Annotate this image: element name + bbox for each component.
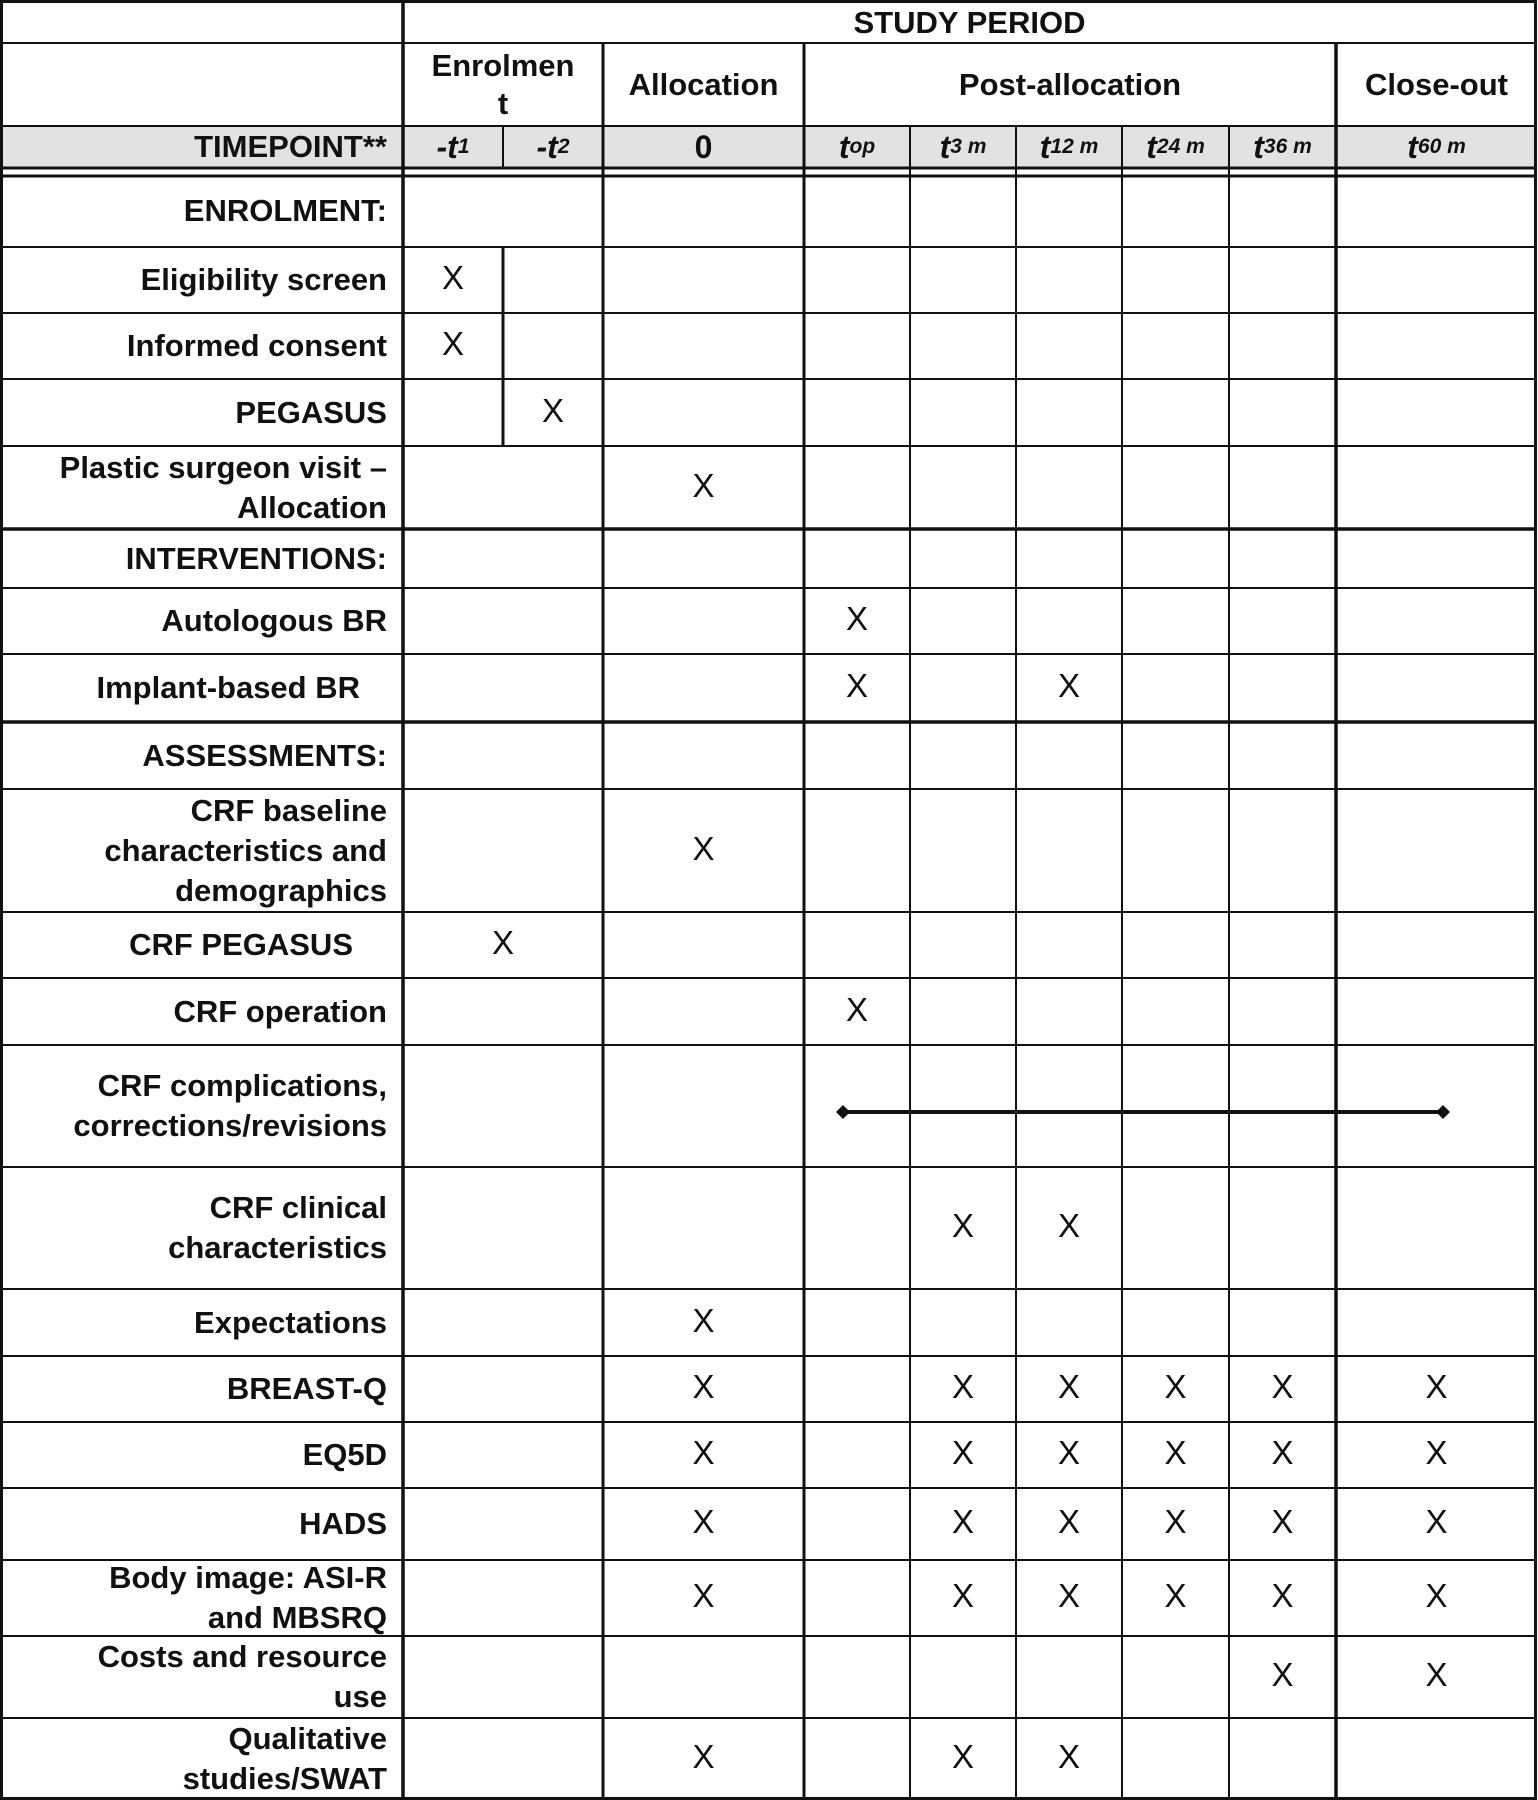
row-label: Expectations — [194, 1304, 387, 1340]
timepoint-sub: 3 m — [950, 135, 987, 158]
schedule-mark: X — [1271, 1577, 1294, 1614]
timepoint-base: -t — [436, 129, 458, 165]
schedule-mark: X — [1164, 1368, 1187, 1405]
schedule-mark: X — [692, 1368, 715, 1405]
schedule-mark: X — [1057, 1577, 1080, 1614]
timepoint-3 — [804, 127, 910, 167]
timepoint-sub: op — [849, 135, 876, 158]
row-label: ASSESSMENTS: — [142, 737, 387, 773]
timepoint-base: t — [838, 129, 850, 165]
schedule-mark: X — [845, 600, 868, 637]
schedule-mark: X — [1057, 1434, 1080, 1471]
schedule-mark: X — [1057, 1738, 1080, 1775]
schedule-mark: X — [1057, 1368, 1080, 1405]
row-label: Eligibility screen — [140, 262, 387, 297]
timepoint-sub: 24 m — [1156, 135, 1205, 158]
schedule-mark: X — [1057, 667, 1080, 704]
row-label: PEGASUS — [235, 394, 387, 430]
phase-header: Close-out — [1365, 67, 1508, 102]
schedule-mark: X — [1425, 1368, 1448, 1405]
row-label: Body image: ASI-R and MBSRQ — [109, 1560, 387, 1635]
timepoint-base: t — [1146, 129, 1157, 165]
schedule-mark: X — [1271, 1503, 1294, 1540]
schedule-mark: X — [1425, 1434, 1448, 1471]
row-label: Informed consent — [126, 328, 387, 363]
timepoint-label: TIMEPOINT** — [194, 129, 387, 164]
row-label: Plastic surgeon visit – Allocation — [59, 449, 387, 525]
schedule-mark: X — [1164, 1503, 1187, 1540]
schedule-mark: X — [692, 1577, 715, 1614]
row-label: EQ5D — [302, 1437, 387, 1472]
schedule-mark: X — [692, 466, 715, 504]
schedule-mark: X — [951, 1738, 974, 1775]
schedule-mark: X — [541, 391, 564, 429]
schedule-mark: X — [1057, 1503, 1080, 1540]
row-label: Costs and resource use — [97, 1639, 387, 1714]
timepoint-8 — [1336, 127, 1537, 167]
schedule-mark: X — [1425, 1656, 1448, 1693]
timepoint-base: 0 — [694, 129, 713, 165]
study-period-title: STUDY PERIOD — [853, 4, 1086, 40]
row-label: CRF clinical characteristics — [168, 1190, 387, 1265]
schedule-mark: X — [1271, 1368, 1294, 1405]
schedule-mark: X — [441, 325, 464, 362]
timepoint-base: t — [1253, 129, 1264, 165]
schedule-mark: X — [692, 1434, 715, 1471]
schedule-mark: X — [441, 259, 464, 296]
timepoint-sub: 36 m — [1263, 135, 1312, 158]
timepoint-sub: 12 m — [1050, 135, 1099, 158]
schedule-mark: X — [951, 1503, 974, 1540]
timepoint-5 — [1016, 127, 1122, 167]
schedule-mark: X — [1164, 1577, 1187, 1614]
schedule-mark: X — [692, 1738, 715, 1775]
phase-header: Post-allocation — [958, 67, 1182, 102]
timepoint-7 — [1229, 127, 1336, 167]
row-label: CRF PEGASUS — [129, 927, 353, 962]
schedule-mark: X — [1271, 1434, 1294, 1471]
row-label: CRF complications, corrections/revisions — [73, 1068, 387, 1143]
timepoint-base: t — [1407, 129, 1418, 165]
timepoint-sub: 60 m — [1417, 135, 1466, 158]
row-label: CRF operation — [173, 993, 387, 1029]
row-label: Qualitative studies/SWAT — [182, 1721, 387, 1796]
row-label: Implant-based BR — [96, 670, 360, 705]
timepoint-2 — [603, 127, 804, 167]
phase-header: Enrolmen t — [431, 48, 575, 121]
row-label: INTERVENTIONS: — [125, 540, 387, 576]
schedule-mark: X — [1057, 1207, 1080, 1244]
timepoint-sub: 2 — [557, 135, 570, 158]
schedule-mark: X — [1425, 1503, 1448, 1540]
timepoint-1 — [503, 127, 603, 167]
phase-header: Allocation — [628, 67, 779, 102]
schedule-mark: X — [1164, 1434, 1187, 1471]
row-label: ENROLMENT: — [183, 193, 387, 228]
row-label: CRF baseline characteristics and demographics — [104, 792, 387, 908]
timepoint-base: -t — [536, 129, 558, 165]
timepoint-sub: 1 — [457, 135, 470, 158]
timepoint-4 — [910, 127, 1016, 167]
schedule-mark: X — [692, 1301, 715, 1339]
timepoint-0 — [403, 127, 503, 167]
schedule-mark: X — [951, 1207, 974, 1244]
row-label: Autologous BR — [161, 603, 387, 638]
schedule-mark: X — [951, 1577, 974, 1614]
schedule-mark: X — [692, 829, 715, 867]
schedule-mark: X — [845, 990, 868, 1028]
row-label: BREAST-Q — [226, 1371, 387, 1406]
schedule-mark: X — [845, 667, 868, 704]
schedule-mark: X — [1271, 1656, 1294, 1693]
schedule-mark: X — [1425, 1577, 1448, 1614]
timepoint-6 — [1122, 127, 1229, 167]
schedule-mark: X — [692, 1503, 715, 1540]
row-label: HADS — [299, 1506, 387, 1541]
timepoint-base: t — [1039, 129, 1051, 165]
schedule-mark: X — [491, 924, 514, 961]
schedule-mark: X — [951, 1434, 974, 1471]
schedule-mark: X — [951, 1368, 974, 1405]
timepoint-base: t — [939, 129, 951, 165]
